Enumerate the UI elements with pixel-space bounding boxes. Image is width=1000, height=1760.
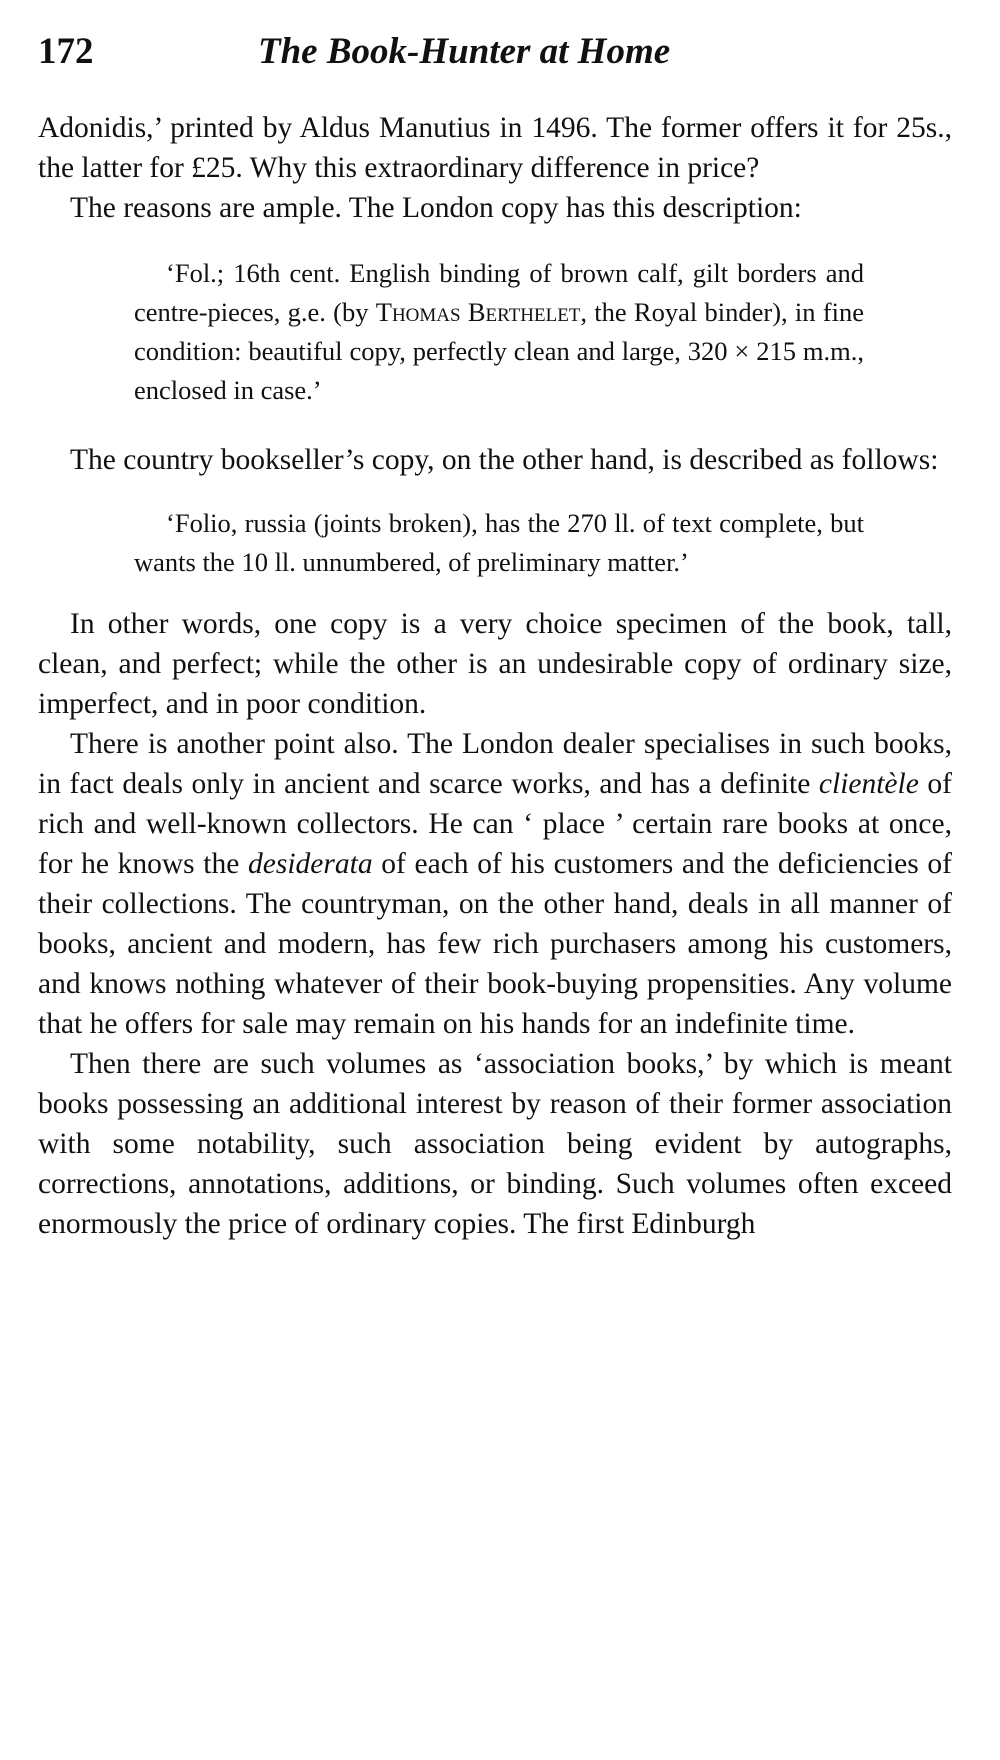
paragraph-country-copy: The country bookseller’s copy, on the other hand, is described as follows: — [70, 444, 939, 476]
running-title: The Book-Hunter at Home — [258, 31, 671, 72]
paragraph-reasons: The reasons are ample. The London copy has this description: — [70, 192, 802, 224]
country-copy-description: ‘Folio, russia (joints broken), has the 270 ll. of text complete, but wants the 10 ll. unnumbered, of preliminary matter.’ — [134, 508, 864, 577]
desiderata-term: desiderata — [248, 848, 373, 880]
london-copy-description: ‘Fol.; 16th cent. English binding of brown calf, gilt borders and centre-pieces, g.e. (by Thomas Berthelet, the Royal binder), in fine condition: beautiful copy, perfectly clean and large, 320 × 215 m.m., enclosed in case.’ — [134, 258, 864, 405]
paragraph-association-books: Then there are such volumes as ‘association books,’ by which is meant books possessing an additional interest by reason of their former association with some notability, such association being evident by autographs, corrections, annotations, additions, or binding. Such volumes often exceed enormously the price of ordinary copies. The first Edinburgh — [38, 1048, 952, 1240]
paragraph-other-words: In other words, one copy is a very choice specimen of the book, tall, clean, and perfect; while the other is an undesirable copy of ordinary size, imperfect, and in poor condition. — [38, 608, 952, 720]
paragraph-another-point: There is another point also. The London dealer specialises in such books, in fact deals only in ancient and scarce works, and has a definite clientèle of rich and well-known collectors. He can ‘ place ’ certain rare books at once, for he knows the desiderata of each of his customers and the deficiencies of their collections. The countryman, on the other hand, deals in all manner of books, ancient and modern, has few rich purchasers among his customers, and knows nothing whatever of their book-buying propensities. Any volume that he offers for sale may remain on his hands for an indefinite time. — [38, 728, 952, 1040]
page-number: 172 — [38, 31, 94, 72]
clientele-term: clientèle — [818, 768, 919, 800]
page-header — [38, 30, 978, 90]
page-body — [38, 108, 952, 1244]
paragraph-continuation: Adonidis,’ printed by Aldus Manutius in 1496. The former offers it for 25s., the latter for £25. Why this extraordinary difference in price? — [38, 112, 952, 184]
binder-name: Thomas Berthelet — [375, 297, 581, 327]
